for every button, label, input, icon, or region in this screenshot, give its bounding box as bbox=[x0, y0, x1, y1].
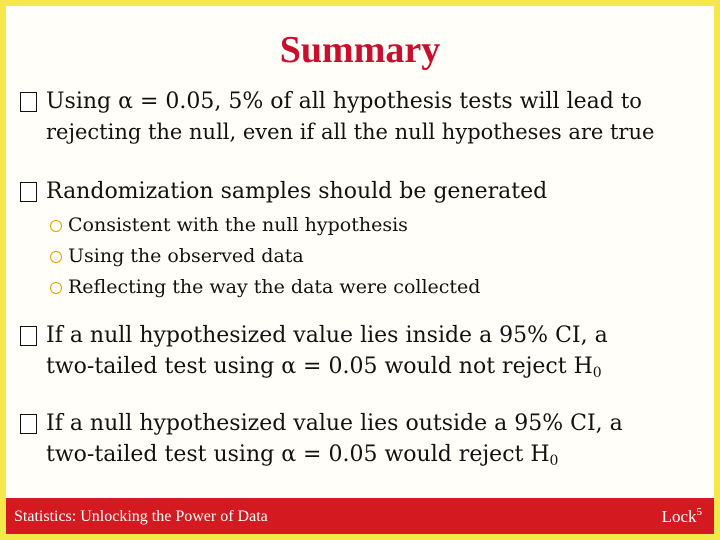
sub-bullet-item: Reflecting the way the data were collected bbox=[50, 272, 700, 303]
ring-icon bbox=[50, 251, 62, 263]
footer-author-sup: 5 bbox=[696, 506, 702, 518]
square-box-icon bbox=[20, 326, 37, 346]
bullet-3-line-1: If a null hypothesized value lies inside a 95% CI, a bbox=[46, 323, 608, 348]
bullet-4-line-1: If a null hypothesized value lies outside a 95% CI, a bbox=[46, 411, 623, 436]
bullet-1 bbox=[20, 86, 700, 148]
bullet-4-line-2: two-tailed test using α = 0.05 would reject $H_0$ bbox=[46, 442, 559, 469]
sub-bullet-list bbox=[50, 210, 700, 303]
bullet-1-line-2: rejecting the null, even if all the null hypotheses are true bbox=[46, 120, 655, 144]
h0-subscript: 0 bbox=[549, 453, 559, 469]
footer-bar bbox=[6, 498, 714, 534]
square-box-icon bbox=[20, 182, 37, 202]
bullet-3-line-2: two-tailed test using α = 0.05 would not reject $H_0$ bbox=[46, 354, 602, 381]
h0-subscript: 0 bbox=[592, 365, 602, 381]
bullet-3 bbox=[20, 320, 700, 389]
bullet-1-line-1: Using α = 0.05, 5% of all hypothesis tests will lead to bbox=[46, 89, 642, 114]
sub-bullet-item: Consistent with the null hypothesis bbox=[50, 210, 700, 241]
ring-icon bbox=[50, 282, 62, 294]
bullet-2 bbox=[20, 176, 700, 207]
footer-book-title: Statistics: Unlocking the Power of Data bbox=[14, 508, 268, 525]
sub-bullet-item: Using the observed data bbox=[50, 241, 700, 272]
square-box-icon bbox=[20, 92, 37, 112]
bullet-1-lead-small: to bbox=[620, 89, 642, 113]
footer-author: Lock$^5$ bbox=[661, 506, 702, 526]
bullet-2-text: Randomization samples should be generated bbox=[46, 179, 548, 204]
bullet-4 bbox=[20, 408, 700, 477]
ring-icon bbox=[50, 220, 62, 232]
square-box-icon bbox=[20, 414, 37, 434]
slide-title: Summary bbox=[279, 29, 441, 71]
